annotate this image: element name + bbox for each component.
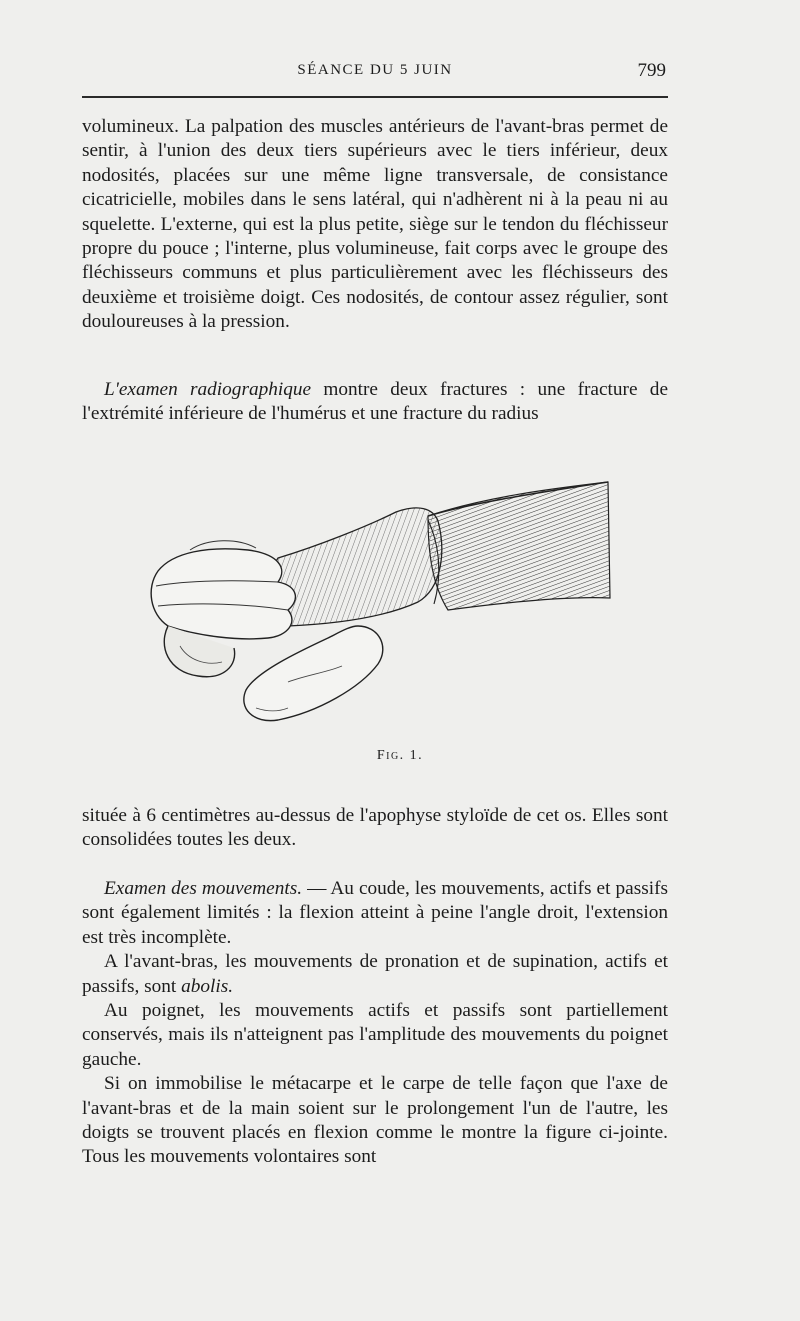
paragraph-text: volumineux. La palpation des muscles antérieurs de l'avant-bras permet de sentir, à l'union des deux tiers supérieurs avec le tiers inférieur, deux nodosités, placées sur une même ligne transversale, de consistance cicatricielle, mobiles dans le sens latéral, qui n'adhèrent ni à la peau ni au squelette. L'externe, qui est la plus petite, siège sur le tendon du fléchisseur propre du pouce ; l'interne, plus volumineuse, fait corps avec le groupe des fléchisseurs communs et plus particulièrement avec les fléchisseurs des deuxième et troisième doigt. Ces nodosités, de contour assez régulier, sont douloureuses à la pression. [82,116,668,333]
paragraph-text: située à 6 centimètres au-dessus de l'apophyse styloïde de cet os. Elles sont consolidées toutes les deux. [82,805,668,851]
thumb-shape [244,626,383,721]
running-head: SÉANCE DU 5 JUIN [297,62,453,78]
figure-caption: Fig. 1. [376,748,424,763]
fingers-shape [151,549,295,639]
paragraph-rest: — Au coude, les mouvements, actifs et passifs sont également limités : la flexion atteint à peine l'angle droit, l'extension est très incomplète. [82,878,668,948]
paragraph-rest: montre deux fractures : une fracture de l'extrémité inférieure de l'humérus et une fracture du radius [82,379,669,425]
paragraph-palpation [82,115,668,335]
italic-phrase: L'examen radiographique [104,379,312,400]
header-rule [82,96,668,98]
italic-phrase: abolis. [181,975,234,997]
paragraph-text [82,877,668,950]
page-number: 799 [637,60,666,81]
page-header [82,58,668,90]
paragraph-forearm [82,950,668,999]
paragraph-wrist: Au poignet, les mouvements actifs et passifs sont partiellement conservés, mais ils n'atteignent pas l'amplitude des mouvements du poignet gauche. [82,1000,668,1070]
forearm-shape [428,482,610,610]
hand-flexion-illustration [128,476,624,728]
hand-figure [128,476,624,728]
paragraph-fracture-location [82,804,668,853]
italic-phrase: Examen des mouvements. [104,878,303,899]
paragraph-text [82,378,668,427]
paragraph-movements [82,877,668,1170]
paragraph-immobilise: Si on immobilise le métacarpe et le carpe de telle façon que l'axe de l'avant-bras et de la main soient sur le prolongement l'un de l'autre, les doigts se trouvent placés en flexion comme le montre la figure ci-jointe. Tous les mouvements volontaires sont [82,1073,668,1168]
paragraph-rest: A l'avant-bras, les mouvements de pronation et de supination, actifs et passifs, sont [82,951,668,997]
hand-back-shape [271,508,442,626]
paragraph-radiography [82,378,668,427]
